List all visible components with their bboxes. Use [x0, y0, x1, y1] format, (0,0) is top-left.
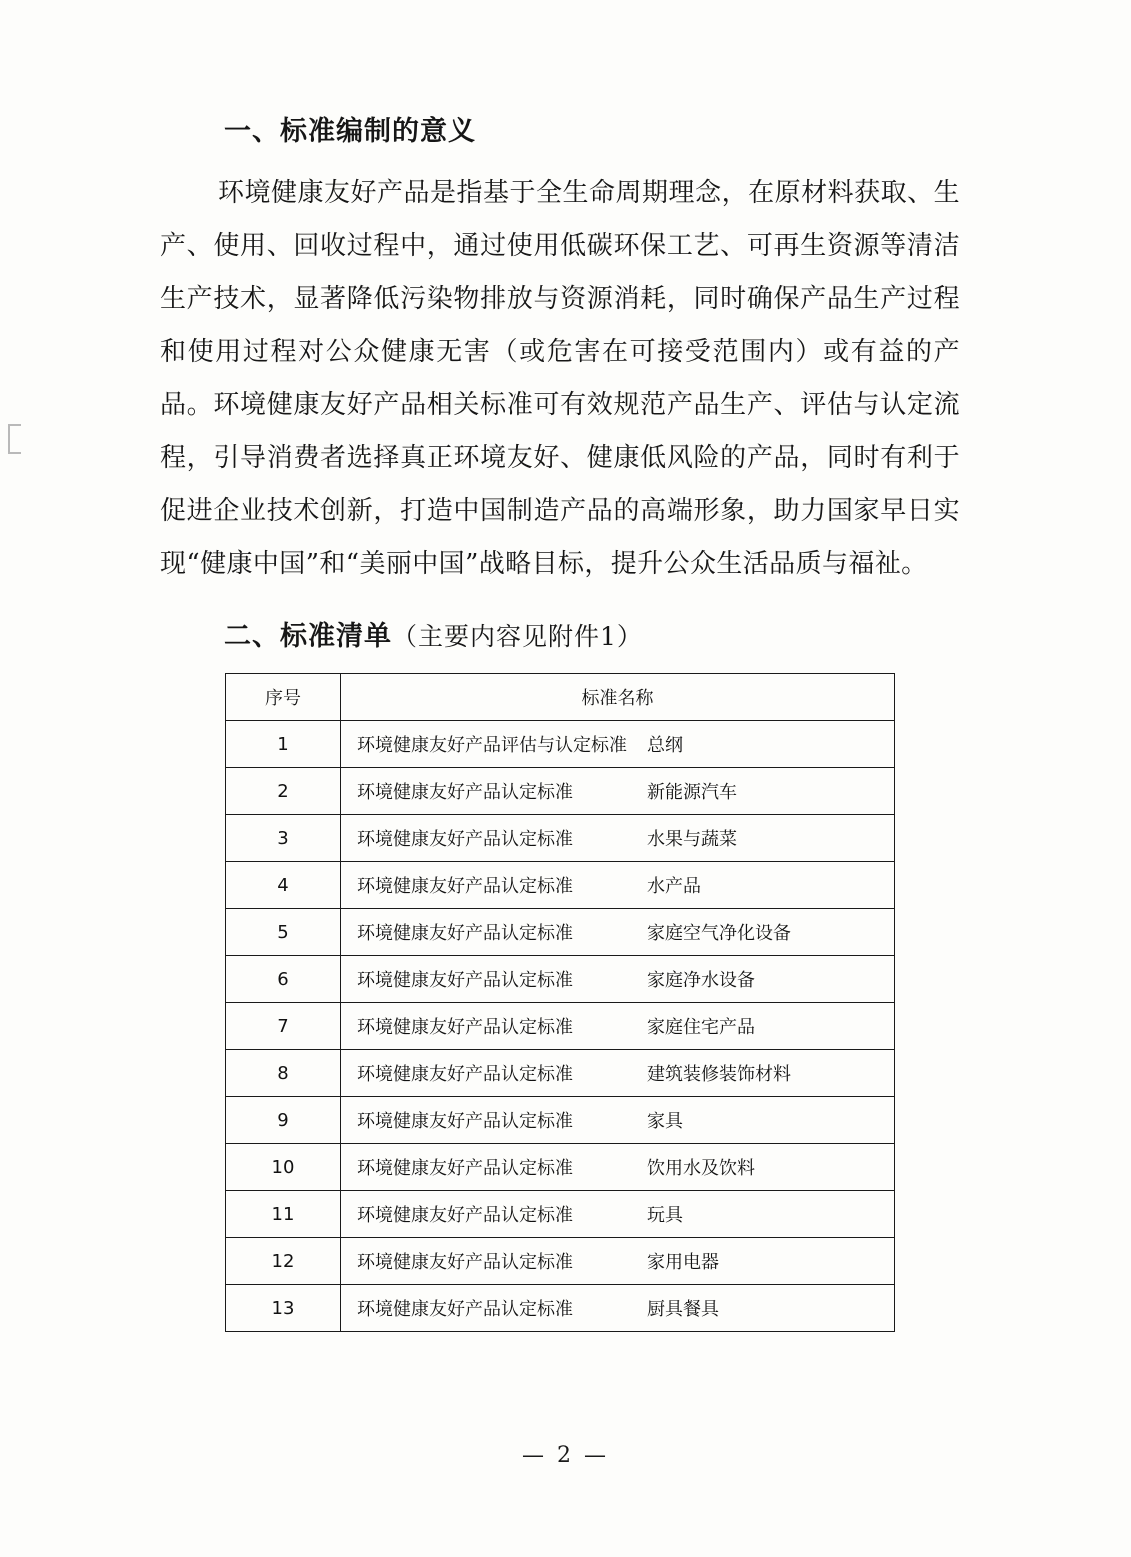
table-row	[226, 956, 895, 1003]
cell-name	[341, 1285, 895, 1332]
section-1-paragraph: 环境健康友好产品是指基于全生命周期理念，在原材料获取、生产、使用、回收过程中，通过使用低碳环保工艺、可再生资源等清洁生产技术，显著降低污染物排放与资源消耗，同时确保产品生产过程和使用过程对公众健康无害（或危害在可接受范围内）或有益的产品。环境健康友好产品相关标准可有效规范产品生产、评估与认定流程，引导消费者选择真正环境友好、健康低风险的产品，同时有利于促进企业技术创新，打造中国制造产品的高端形象，助力国家早日实现“健康中国”和“美丽中国”战略目标，提升公众生活品质与福祉。	[160, 177, 960, 579]
cell-name-category: 玩具	[647, 1205, 683, 1226]
cell-name	[341, 1191, 895, 1238]
cell-no: 10	[226, 1144, 341, 1191]
cell-name-category: 家庭净水设备	[647, 970, 755, 991]
cell-name-main: 环境健康友好产品认定标准	[357, 876, 573, 897]
cell-name-main: 环境健康友好产品认定标准	[357, 1111, 573, 1132]
cell-no: 7	[226, 1003, 341, 1050]
cell-name	[341, 1097, 895, 1144]
table-row	[226, 1238, 895, 1285]
cell-name-main: 环境健康友好产品认定标准	[357, 1064, 573, 1085]
cell-name	[341, 1144, 895, 1191]
page-number: — 2 —	[522, 1443, 609, 1468]
standards-table	[225, 673, 895, 1332]
cell-name-main: 环境健康友好产品认定标准	[357, 1299, 573, 1320]
cell-name-category: 水果与蔬菜	[647, 829, 737, 850]
cell-name-main: 环境健康友好产品认定标准	[357, 923, 573, 944]
cell-no: 6	[226, 956, 341, 1003]
table-row	[226, 909, 895, 956]
cell-no: 2	[226, 768, 341, 815]
table-row	[226, 1144, 895, 1191]
cell-name-main: 环境健康友好产品认定标准	[357, 782, 573, 803]
section-1-heading: 一、标准编制的意义	[224, 116, 476, 147]
cell-name-main: 环境健康友好产品认定标准	[357, 970, 573, 991]
cell-name	[341, 815, 895, 862]
cell-name-category: 家庭空气净化设备	[647, 923, 791, 944]
cell-name	[341, 768, 895, 815]
section-2-heading-sub: （主要内容见附件1）	[392, 621, 643, 651]
cell-name-main: 环境健康友好产品认定标准	[357, 1252, 573, 1273]
table-row	[226, 1285, 895, 1332]
cell-name-category: 家用电器	[647, 1252, 719, 1273]
table-row	[226, 768, 895, 815]
cell-no: 13	[226, 1285, 341, 1332]
cell-name	[341, 1238, 895, 1285]
cell-name-category: 水产品	[647, 876, 701, 897]
cell-no: 1	[226, 721, 341, 768]
section-2-heading-main: 二、标准清单	[224, 620, 392, 652]
cell-no: 11	[226, 1191, 341, 1238]
cell-name-category: 厨具餐具	[647, 1299, 719, 1320]
section-2-heading	[160, 617, 960, 658]
document-content	[160, 112, 960, 1332]
cell-no: 9	[226, 1097, 341, 1144]
cell-name-main: 环境健康友好产品评估与认定标准	[357, 735, 627, 756]
cell-no: 12	[226, 1238, 341, 1285]
table-row	[226, 1050, 895, 1097]
cell-name-category: 家具	[647, 1111, 683, 1132]
cell-no: 5	[226, 909, 341, 956]
cell-name	[341, 909, 895, 956]
table-row	[226, 862, 895, 909]
cell-name-main: 环境健康友好产品认定标准	[357, 1205, 573, 1226]
cell-name	[341, 1003, 895, 1050]
cell-name-category: 新能源汽车	[647, 782, 737, 803]
cell-name-category: 饮用水及饮料	[647, 1158, 755, 1179]
cell-name	[341, 721, 895, 768]
cell-no: 3	[226, 815, 341, 862]
cell-name-main: 环境健康友好产品认定标准	[357, 1158, 573, 1179]
cell-name-main: 环境健康友好产品认定标准	[357, 829, 573, 850]
scan-artifact	[8, 426, 10, 454]
cell-name-category: 总纲	[647, 735, 683, 756]
cell-name-category: 建筑装修装饰材料	[647, 1064, 791, 1085]
table-row	[226, 721, 895, 768]
cell-name	[341, 956, 895, 1003]
table-row	[226, 1097, 895, 1144]
cell-name-category: 家庭住宅产品	[647, 1017, 755, 1038]
table-row	[226, 815, 895, 862]
cell-name	[341, 862, 895, 909]
cell-name-main: 环境健康友好产品认定标准	[357, 1017, 573, 1038]
cell-name	[341, 1050, 895, 1097]
cell-no: 8	[226, 1050, 341, 1097]
table-row	[226, 1003, 895, 1050]
cell-no: 4	[226, 862, 341, 909]
table-row	[226, 1191, 895, 1238]
column-header-no: 序号	[226, 674, 341, 721]
column-header-name: 标准名称	[341, 674, 895, 721]
table-header-row	[226, 674, 895, 721]
